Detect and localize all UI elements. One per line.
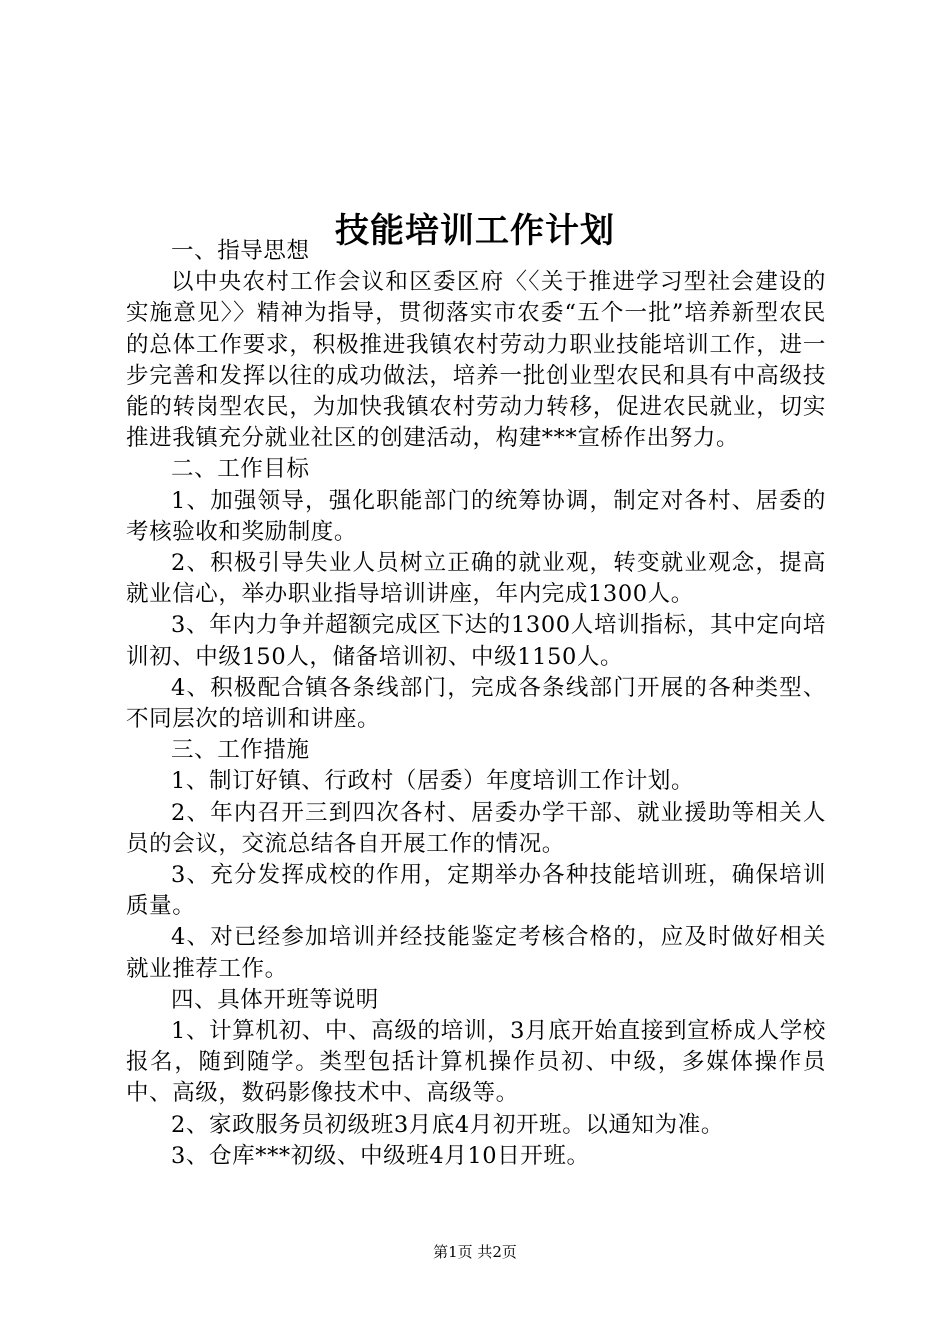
- document-title: 技能培训工作计划: [335, 210, 615, 251]
- paragraph: 以中央农村工作会议和区委区府〈〈关于推进学习型社会建设的实施意见〉〉精神为指导，贯彻落实市农委“五个一批”培养新型农民的总体工作要求，积极推进我镇农村劳动力职业技能培训工作，进一步完善和发挥以往的成功做法，培养一批创业型农民和具有中高级技能的转岗型农民，为加快我镇农村劳动力转移，促进农民就业，切实推进我镇充分就业社区的创建活动，构建***宣桥作出努力。: [126, 269, 826, 452]
- paragraph: 1、加强领导，强化职能部门的统筹协调，制定对各村、居委的考核验收和奖励制度。: [126, 487, 826, 545]
- paragraph: 1、计算机初、中、高级的培训，3月底开始直接到宣桥成人学校报名，随到随学。类型包括计算机操作员初、中级，多媒体操作员中、高级，数码影像技术中、高级等。: [126, 1018, 826, 1107]
- paragraph: 2、家政服务员初级班3月底4月初开班。以通知为准。: [171, 1111, 724, 1138]
- paragraph: 3、仓库***初级、中级班4月10日开班。: [171, 1142, 590, 1169]
- paragraph: 3、充分发挥成校的作用，定期举办各种技能培训班，确保培训质量。: [126, 862, 826, 920]
- section-heading: 四、具体开班等说明: [171, 986, 379, 1013]
- paragraph: 2、积极引导失业人员树立正确的就业观，转变就业观念，提高就业信心，举办职业指导培训讲座，年内完成1300人。: [126, 550, 826, 608]
- section-heading: 二、工作目标: [171, 456, 310, 483]
- page-number-footer: 第1页 共2页: [433, 1243, 517, 1261]
- paragraph: 4、积极配合镇各条线部门，完成各条线部门开展的各种类型、不同层次的培训和讲座。: [126, 674, 826, 733]
- document-body: [126, 236, 826, 1172]
- section-heading: 三、工作措施: [171, 737, 310, 764]
- paragraph: 4、对已经参加培训并经技能鉴定考核合格的，应及时做好相关就业推荐工作。: [126, 924, 826, 982]
- paragraph: 3、年内力争并超额完成区下达的1300人培训指标，其中定向培训初、中级150人，储备培训初、中级1150人。: [126, 612, 826, 670]
- section-heading: 一、指导思想: [171, 238, 310, 264]
- paragraph: 2、年内召开三到四次各村、居委办学干部、就业援助等相关人员的会议，交流总结各自开展工作的情况。: [126, 799, 826, 857]
- paragraph: 1、制订好镇、行政村（居委）年度培训工作计划。: [171, 768, 695, 795]
